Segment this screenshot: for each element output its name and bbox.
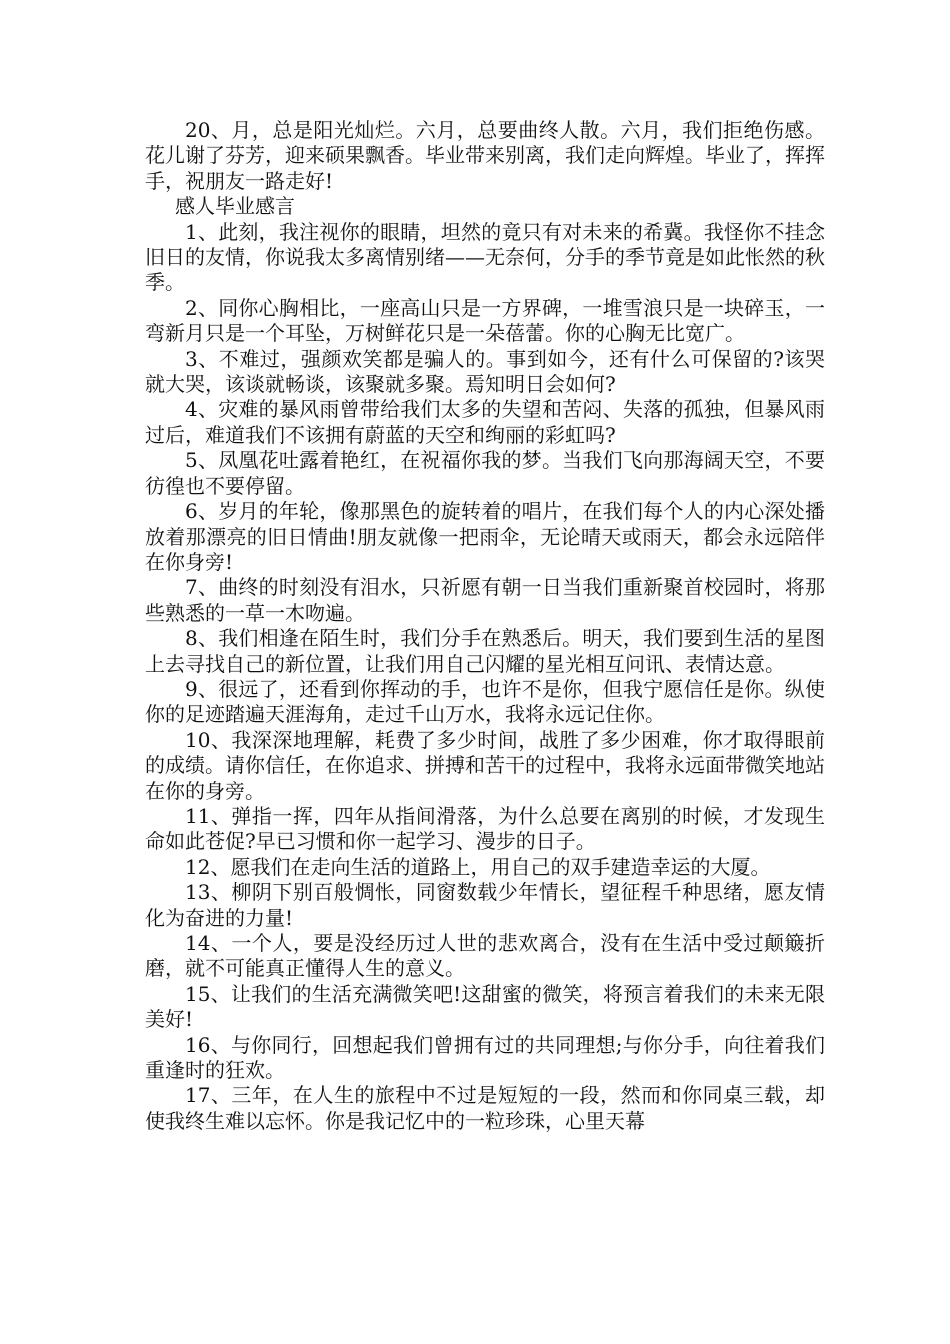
paragraph-15: 15、让我们的生活充满微笑吧!这甜蜜的微笑，将预言着我们的未来无限美好! [145, 981, 825, 1032]
paragraph-10: 10、我深深地理解，耗费了多少时间，战胜了多少困难，你才取得眼前的成绩。请你信任，在你追求、拼搏和苦干的过程中，我将永远面带微笑地站在你的身旁。 [145, 727, 825, 803]
paragraph-12: 12、愿我们在走向生活的道路上，用自己的双手建造幸运的大厦。 [185, 854, 771, 879]
paragraph-14: 14、一个人，要是没经历过人世的悲欢离合，没有在生活中受过颠簸折磨，就不可能真正懂得人生的意义。 [145, 931, 825, 981]
paragraph-9: 9、很远了，还看到你挥动的手，也许不是你，但我宁愿信任是你。纵使你的足迹踏遍天涯海角，走过千山万水，我将永远记住你。 [145, 676, 825, 727]
paragraph-3: 3、不难过，强颜欢笑都是骗人的。事到如今，还有什么可保留的?该哭就大哭，该谈就畅谈，该聚就多聚。焉知明日会如何? [145, 346, 825, 397]
paragraph-4: 4、灾难的暴风雨曾带给我们太多的失望和苦闷、失落的孤独，但暴风雨过后，难道我们不该拥有蔚蓝的天空和绚丽的彩虹吗? [145, 397, 825, 447]
paragraph-11: 11、弹指一挥，四年从指间滑落，为什么总要在离别的时候，才发现生命如此苍促?早已习惯和你一起学习、漫步的日子。 [145, 803, 825, 854]
paragraph-16: 16、与你同行，回想起我们曾拥有过的共同理想;与你分手，向往着我们重逢时的狂欢。 [145, 1032, 825, 1083]
paragraph-8: 8、我们相逢在陌生时，我们分手在熟悉后。明天，我们要到生活的星图上去寻找自己的新位置，让我们用自己闪耀的星光相互问讯、表情达意。 [145, 626, 825, 676]
paragraph-2: 2、同你心胸相比，一座高山只是一方界碑，一堆雪浪只是一块碎玉，一弯新月只是一个耳坠，万树鲜花只是一朵蓓蕾。你的心胸无比宽广。 [145, 295, 825, 346]
paragraph-17: 17、三年，在人生的旅程中不过是短短的一段，然而和你同桌三载，却使我终生难以忘怀。你是我记忆中的一粒珍珠，心里天幕 [145, 1083, 825, 1133]
paragraph-7: 7、曲终的时刻没有泪水，只祈愿有朝一日当我们重新聚首校园时，将那些熟悉的一草一木吻遍。 [145, 575, 825, 625]
paragraph-6: 6、岁月的年轮，像那黑色的旋转着的唱片，在我们每个人的内心深处播放着那漂亮的旧日情曲!朋友就像一把雨伞，无论晴天或雨天，都会永远陪伴在你身旁! [145, 499, 825, 574]
section-heading: 感人毕业感言 [175, 194, 295, 219]
paragraph-13: 13、柳阴下别百般惆怅，同窗数载少年情长，望征程千种思绪，愿友情化为奋进的力量! [145, 880, 825, 930]
document-body [145, 118, 825, 1134]
paragraph-5: 5、凤凰花吐露着艳红，在祝福你我的梦。当我们飞向那海阔天空，不要彷徨也不要停留。 [145, 448, 825, 498]
paragraph-1: 1、此刻，我注视你的眼睛，坦然的竟只有对未来的希冀。我怪你不挂念旧日的友情，你说我太多离情别绪——无奈何，分手的季节竟是如此怅然的秋季。 [145, 219, 825, 295]
intro-paragraph: 20、月，总是阳光灿烂。六月，总要曲终人散。六月，我们拒绝伤感。花儿谢了芬芳，迎来硕果飘香。毕业带来别离，我们走向辉煌。毕业了，挥挥手，祝朋友一路走好! [145, 118, 825, 193]
